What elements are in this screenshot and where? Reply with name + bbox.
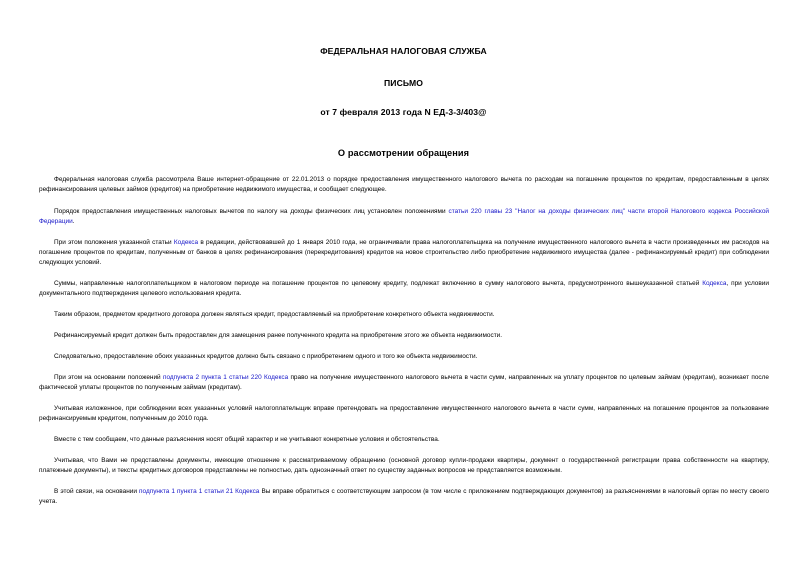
paragraph-11: Учитывая, что Вами не представлены документы, имеющие отношение к рассматриваемому обращению (основной договор купли-продажи квартиры, документ о государственной регистрации права собственности на квартиру, платежные документы), и тексты кредитных договоров представлены не полностью, дать однозначный ответ по существу заданных вопросов не представляется возможным. <box>39 457 769 475</box>
paragraph-12-text-b: Вы вправе обратиться с соответствующим запросом (в том числе с приложением подтверждающих документов) за разъяснениями в налоговый орган по месту своего учета. <box>39 488 769 506</box>
paragraph-2-text-b: . <box>72 218 75 226</box>
organization-title: ФЕДЕРАЛЬНАЯ НАЛОГОВАЯ СЛУЖБА <box>320 46 487 56</box>
link-subparagraph-2-article-220[interactable]: подпункта 2 пункта 1 статьи 220 Кодекса <box>162 374 289 381</box>
paragraph-4 <box>39 279 769 299</box>
paragraph-4-text-a: Суммы, направленные налогоплательщиком в налоговом периоде на погашение процентов по целевому кредиту, подлежат включению в сумму налогового вычета, предусмотренного вышеуказанной статьей <box>54 280 703 287</box>
paragraph-8 <box>39 373 769 393</box>
paragraph-9: Учитывая изложенное, при соблюдении всех указанных условий налогоплательщик вправе претендовать на предоставление имущественного налогового вычета в части сумм, направленных на погашение процентов за пользование рефинансируемым кредитом, полученным до 2010 года. <box>39 405 769 423</box>
paragraph-2-text-a: Порядок предоставления имущественных налоговых вычетов по налогу на доходы физических лиц установлен положениями <box>54 208 449 215</box>
link-subparagraph-1-article-21[interactable]: подпункта 1 пункта 1 статьи 21 Кодекса <box>139 488 260 495</box>
paragraph-3 <box>39 238 769 269</box>
paragraph-3-text-a: При этом положения указанной статьи <box>54 239 174 246</box>
paragraph-8-text-a: При этом на основании положений <box>54 374 163 381</box>
paragraph-6: Рефинансируемый кредит должен быть предоставлен для замещения ранее полученного кредита на приобретение этого же объекта недвижимости. <box>54 332 503 339</box>
link-code[interactable]: Кодекса <box>173 239 199 246</box>
paragraph-10: Вместе с тем сообщаем, что данные разъяснения носят общий характер и не учитывают конкретные условия и обстоятельства. <box>54 436 440 443</box>
paragraph-12-text-a: В этой связи, на основании <box>54 488 140 495</box>
paragraph-2 <box>39 207 769 227</box>
paragraph-12 <box>39 487 769 507</box>
document-type: ПИСЬМО <box>384 78 423 88</box>
document-date-number: от 7 февраля 2013 года N ЕД-3-3/403@ <box>320 107 487 117</box>
document-subject: О рассмотрении обращения <box>337 148 470 158</box>
paragraph-8-text-b: право на получение имущественного налогового вычета в части сумм, направленных на уплату процентов по целевым займам (кредитам), возникает после фактической уплаты процентов по полученным займам (кредитам). <box>39 374 769 392</box>
paragraph-3-text-b: в редакции, действовавшей до 1 января 2010 года, не ограничивали права налогоплательщика на получение имущественного налогового вычета в части произведенных им расходов на погашение процентов по кредитам, полученным от банков в целях рефинансирования (перекредитования) кредитов на новое строительство либо приобретение недвижимого имущества (далее - рефинансируемый кредит) при соблюдении следующих условий. <box>39 239 769 267</box>
paragraph-4-text-b: , при условии документального подтверждения целевого использования кредита. <box>39 280 769 298</box>
paragraph-5: Таким образом, предметом кредитного договора должен являться кредит, предоставляемый на приобретение конкретного объекта недвижимости. <box>54 311 495 318</box>
paragraph-1: Федеральная налоговая служба рассмотрела Ваше интернет-обращение от 22.01.2013 о порядке предоставления имущественного налогового вычета по расходам на погашение процентов по кредитам, предоставленным в целях рефинансирования целевых займов (кредитов) на приобретение недвижимого имущества, и сообщает следующее. <box>39 176 769 194</box>
paragraph-7: Следовательно, предоставление обоих указанных кредитов должно быть связано с приобретением одного и того же объекта недвижимости. <box>54 353 478 360</box>
link-code-2[interactable]: Кодекса <box>702 280 727 287</box>
link-article-220-chapter-23[interactable]: статьи 220 главы 23 "Налог на доходы физических лиц" части второй Налогового кодекса Российской Федерации <box>39 208 769 226</box>
